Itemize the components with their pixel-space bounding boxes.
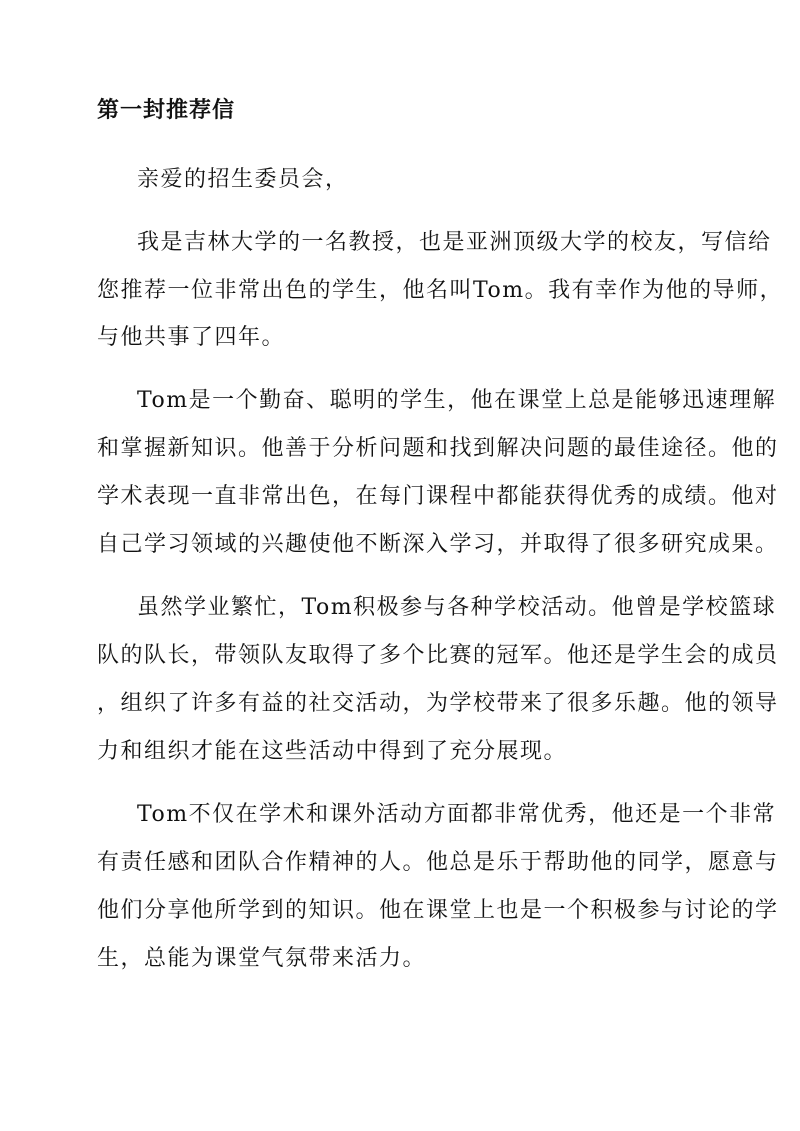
paragraph-line: 力和组织才能在这些活动中得到了充分展现。 [97,739,568,764]
paragraph-line: Tom不仅在学术和课外活动方面都非常优秀，他还是一个非常 [137,802,777,827]
paragraph-line: 学术表现一直非常出色，在每门课程中都能获得优秀的成绩。他对 [97,484,779,509]
paragraph-line: 您推荐一位非常出色的学生，他名叫Tom。我有幸作为他的导师， [97,278,784,303]
paragraph-line: 我是吉林大学的一名教授，也是亚洲顶级大学的校友，写信给 [137,230,772,255]
paragraph-line: 生，总能为课堂气氛带来活力。 [97,946,427,971]
paragraph-line: 队的队长，带领队友取得了多个比赛的冠军。他还是学生会的成员 [97,643,779,668]
paragraph-line: Tom是一个勤奋、聪明的学生，他在课堂上总是能够迅速理解 [137,388,777,413]
paragraph-line: 与他共事了四年。 [97,325,286,350]
paragraph-line: 有责任感和团队合作精神的人。他总是乐于帮助他的同学，愿意与 [97,850,779,875]
paragraph-line: 和掌握新知识。他善于分析问题和找到解决问题的最佳途径。他的 [97,436,779,461]
paragraph-line: 他们分享他所学到的知识。他在课堂上也是一个积极参与讨论的学 [97,898,779,923]
salutation: 亲爱的招生委员会， [137,167,349,192]
paragraph-line: 自己学习领域的兴趣使他不断深入学习，并取得了很多研究成果。 [97,532,779,557]
paragraph-line: 虽然学业繁忙，Tom积极参与各种学校活动。他曾是学校篮球 [137,595,777,620]
document-title: 第一封推荐信 [97,97,236,123]
paragraph-line: ，组织了许多有益的社交活动，为学校带来了很多乐趣。他的领导 [97,691,779,716]
